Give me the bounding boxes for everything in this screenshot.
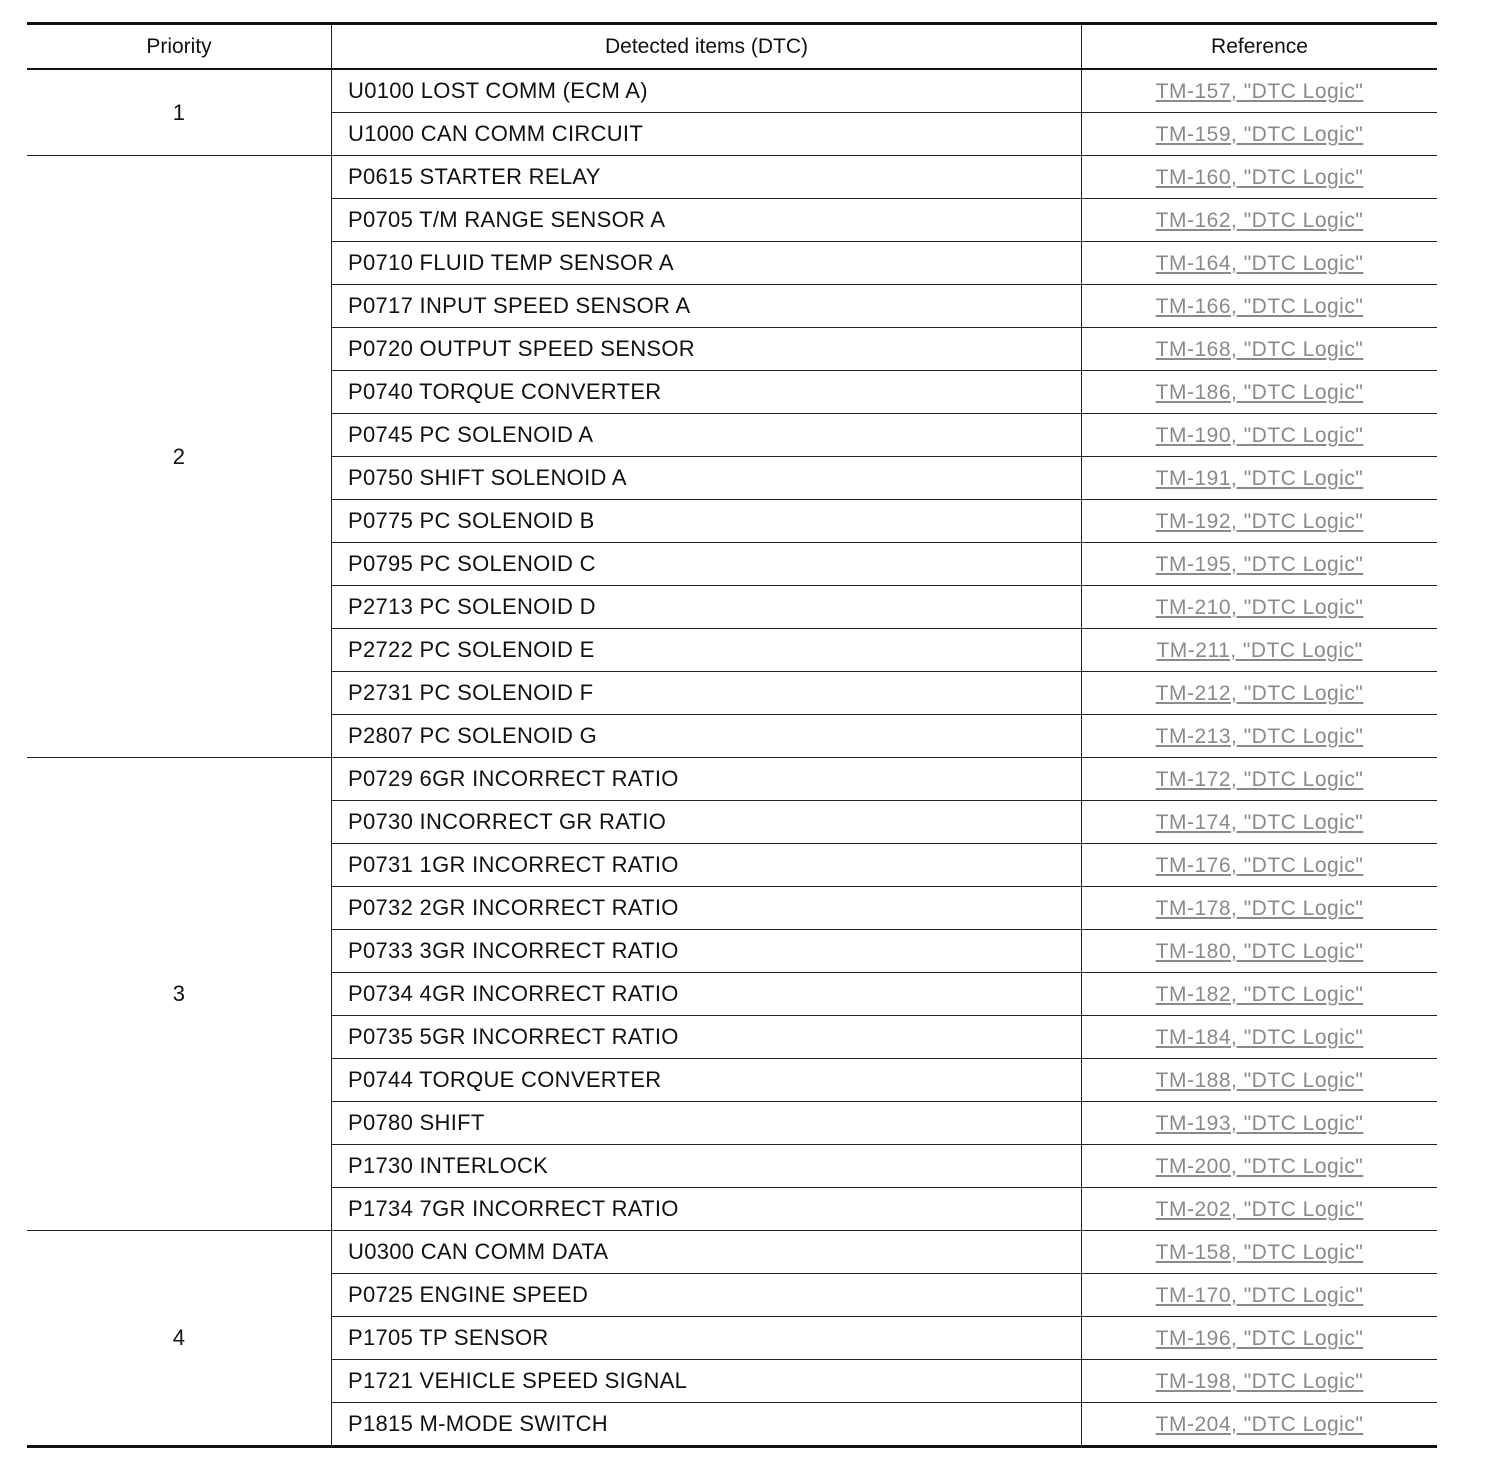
reference-cell — [1082, 457, 1438, 500]
dtc-item-cell: P2713 PC SOLENOID D — [332, 586, 1082, 629]
reference-cell — [1082, 328, 1438, 371]
reference-link[interactable]: TM-196, "DTC Logic" — [1155, 1327, 1364, 1350]
dtc-item-cell: P0734 4GR INCORRECT RATIO — [332, 973, 1082, 1016]
dtc-item-cell: P0615 STARTER RELAY — [332, 156, 1082, 199]
priority-cell: 3 — [27, 758, 332, 1231]
reference-link[interactable]: TM-176, "DTC Logic" — [1155, 854, 1364, 877]
reference-cell — [1082, 801, 1438, 844]
reference-link[interactable]: TM-170, "DTC Logic" — [1155, 1284, 1364, 1307]
dtc-item-cell: P1705 TP SENSOR — [332, 1317, 1082, 1360]
table-header — [27, 24, 1437, 70]
reference-link[interactable]: TM-164, "DTC Logic" — [1155, 252, 1364, 275]
reference-link[interactable]: TM-211, "DTC Logic" — [1156, 639, 1363, 662]
header-priority: Priority — [27, 24, 332, 70]
header-row — [27, 24, 1437, 70]
reference-link[interactable]: TM-168, "DTC Logic" — [1155, 338, 1364, 361]
reference-cell — [1082, 1016, 1438, 1059]
dtc-item-cell: P1730 INTERLOCK — [332, 1145, 1082, 1188]
dtc-item-cell: P1815 M-MODE SWITCH — [332, 1403, 1082, 1447]
reference-cell — [1082, 629, 1438, 672]
reference-link[interactable]: TM-180, "DTC Logic" — [1155, 940, 1364, 963]
dtc-item-cell: P0729 6GR INCORRECT RATIO — [332, 758, 1082, 801]
reference-link[interactable]: TM-213, "DTC Logic" — [1155, 725, 1364, 748]
dtc-item-cell: P2722 PC SOLENOID E — [332, 629, 1082, 672]
reference-cell — [1082, 500, 1438, 543]
dtc-item-cell: U0300 CAN COMM DATA — [332, 1231, 1082, 1274]
reference-cell — [1082, 371, 1438, 414]
reference-cell — [1082, 1188, 1438, 1231]
reference-link[interactable]: TM-193, "DTC Logic" — [1155, 1112, 1364, 1135]
dtc-item-cell: P1721 VEHICLE SPEED SIGNAL — [332, 1360, 1082, 1403]
dtc-item-cell: P0731 1GR INCORRECT RATIO — [332, 844, 1082, 887]
reference-cell — [1082, 1274, 1438, 1317]
reference-link[interactable]: TM-172, "DTC Logic" — [1155, 768, 1364, 791]
reference-link[interactable]: TM-191, "DTC Logic" — [1155, 467, 1364, 490]
reference-cell — [1082, 930, 1438, 973]
dtc-item-cell: P0745 PC SOLENOID A — [332, 414, 1082, 457]
reference-link[interactable]: TM-182, "DTC Logic" — [1155, 983, 1364, 1006]
reference-link[interactable]: TM-184, "DTC Logic" — [1155, 1026, 1364, 1049]
dtc-item-cell: P2807 PC SOLENOID G — [332, 715, 1082, 758]
dtc-item-cell: U0100 LOST COMM (ECM A) — [332, 69, 1082, 113]
dtc-item-cell: P1734 7GR INCORRECT RATIO — [332, 1188, 1082, 1231]
reference-cell — [1082, 973, 1438, 1016]
reference-cell — [1082, 1360, 1438, 1403]
header-detected-items: Detected items (DTC) — [332, 24, 1082, 70]
priority-cell: 1 — [27, 69, 332, 156]
reference-link[interactable]: TM-188, "DTC Logic" — [1155, 1069, 1364, 1092]
reference-link[interactable]: TM-178, "DTC Logic" — [1155, 897, 1364, 920]
table-row — [27, 69, 1437, 113]
reference-cell — [1082, 285, 1438, 328]
dtc-item-cell: P0735 5GR INCORRECT RATIO — [332, 1016, 1082, 1059]
dtc-item-cell: P0717 INPUT SPEED SENSOR A — [332, 285, 1082, 328]
reference-cell — [1082, 887, 1438, 930]
dtc-item-cell: P0733 3GR INCORRECT RATIO — [332, 930, 1082, 973]
dtc-item-cell: P0705 T/M RANGE SENSOR A — [332, 199, 1082, 242]
dtc-item-cell: P0732 2GR INCORRECT RATIO — [332, 887, 1082, 930]
dtc-priority-table — [27, 22, 1437, 1448]
dtc-item-cell: U1000 CAN COMM CIRCUIT — [332, 113, 1082, 156]
reference-cell — [1082, 199, 1438, 242]
table-row — [27, 758, 1437, 801]
reference-link[interactable]: TM-200, "DTC Logic" — [1155, 1155, 1364, 1178]
priority-cell: 4 — [27, 1231, 332, 1447]
reference-link[interactable]: TM-186, "DTC Logic" — [1155, 381, 1364, 404]
reference-cell — [1082, 414, 1438, 457]
reference-link[interactable]: TM-162, "DTC Logic" — [1155, 209, 1364, 232]
reference-cell — [1082, 672, 1438, 715]
reference-cell — [1082, 1403, 1438, 1447]
reference-link[interactable]: TM-159, "DTC Logic" — [1155, 123, 1364, 146]
dtc-item-cell: P0775 PC SOLENOID B — [332, 500, 1082, 543]
reference-link[interactable]: TM-158, "DTC Logic" — [1155, 1241, 1364, 1264]
reference-cell — [1082, 758, 1438, 801]
reference-cell — [1082, 715, 1438, 758]
reference-link[interactable]: TM-157, "DTC Logic" — [1155, 80, 1364, 103]
reference-cell — [1082, 156, 1438, 199]
dtc-item-cell: P0730 INCORRECT GR RATIO — [332, 801, 1082, 844]
reference-link[interactable]: TM-210, "DTC Logic" — [1155, 596, 1364, 619]
reference-link[interactable]: TM-212, "DTC Logic" — [1155, 682, 1364, 705]
dtc-item-cell: P2731 PC SOLENOID F — [332, 672, 1082, 715]
dtc-item-cell: P0710 FLUID TEMP SENSOR A — [332, 242, 1082, 285]
reference-cell — [1082, 1102, 1438, 1145]
reference-link[interactable]: TM-198, "DTC Logic" — [1155, 1370, 1364, 1393]
dtc-item-cell: P0795 PC SOLENOID C — [332, 543, 1082, 586]
reference-link[interactable]: TM-204, "DTC Logic" — [1155, 1413, 1364, 1436]
reference-cell — [1082, 242, 1438, 285]
reference-cell — [1082, 1317, 1438, 1360]
reference-link[interactable]: TM-174, "DTC Logic" — [1155, 811, 1364, 834]
reference-cell — [1082, 586, 1438, 629]
reference-link[interactable]: TM-192, "DTC Logic" — [1155, 510, 1364, 533]
dtc-item-cell: P0780 SHIFT — [332, 1102, 1082, 1145]
reference-cell — [1082, 113, 1438, 156]
table-row — [27, 1231, 1437, 1274]
reference-cell — [1082, 69, 1438, 113]
dtc-item-cell: P0720 OUTPUT SPEED SENSOR — [332, 328, 1082, 371]
reference-cell — [1082, 844, 1438, 887]
dtc-item-cell: P0744 TORQUE CONVERTER — [332, 1059, 1082, 1102]
reference-link[interactable]: TM-166, "DTC Logic" — [1155, 295, 1364, 318]
table-row — [27, 156, 1437, 199]
dtc-item-cell: P0750 SHIFT SOLENOID A — [332, 457, 1082, 500]
reference-cell — [1082, 543, 1438, 586]
header-reference: Reference — [1082, 24, 1438, 70]
reference-link[interactable]: TM-160, "DTC Logic" — [1155, 166, 1364, 189]
reference-cell — [1082, 1059, 1438, 1102]
dtc-item-cell: P0725 ENGINE SPEED — [332, 1274, 1082, 1317]
reference-link[interactable]: TM-202, "DTC Logic" — [1155, 1198, 1364, 1221]
priority-cell: 2 — [27, 156, 332, 758]
reference-cell — [1082, 1231, 1438, 1274]
reference-link[interactable]: TM-190, "DTC Logic" — [1155, 424, 1364, 447]
dtc-item-cell: P0740 TORQUE CONVERTER — [332, 371, 1082, 414]
table-body — [27, 69, 1437, 1447]
reference-link[interactable]: TM-195, "DTC Logic" — [1155, 553, 1364, 576]
reference-cell — [1082, 1145, 1438, 1188]
